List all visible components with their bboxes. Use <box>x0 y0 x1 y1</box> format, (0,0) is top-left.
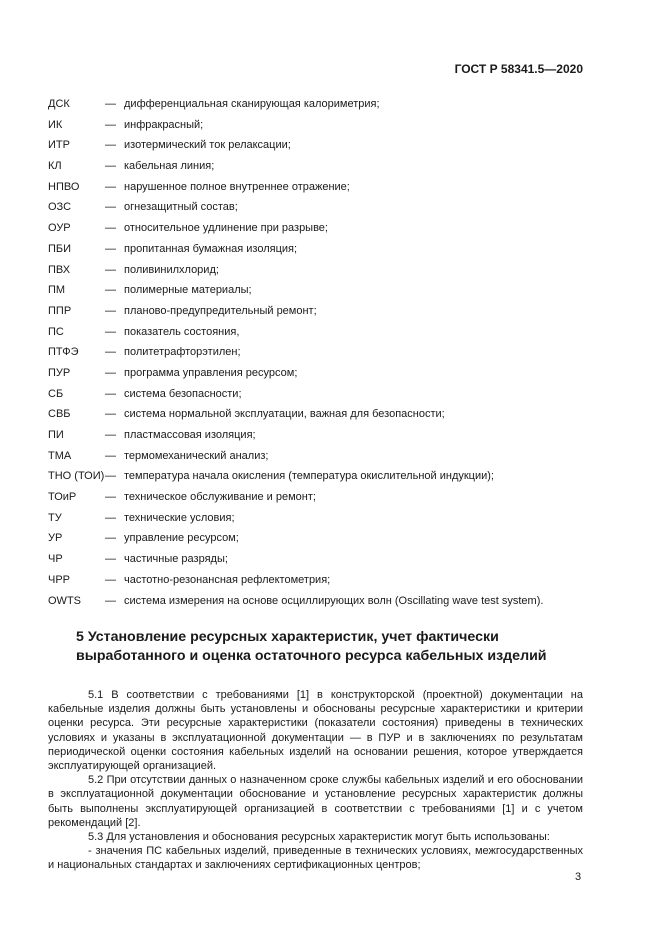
dash: — <box>105 304 116 317</box>
abbreviation-definition: система измерения на основе осциллирующих волн (Oscillating wave test system). <box>124 594 544 607</box>
abbreviation-term: ПМ <box>48 284 66 297</box>
dash: — <box>105 553 116 566</box>
abbreviation-definition: пропитанная бумажная изоляция; <box>124 242 298 255</box>
abbreviation-row <box>48 407 608 428</box>
abbreviation-definition: техническое обслуживание и ремонт; <box>124 491 316 504</box>
abbreviation-definition: инфракрасный; <box>124 118 204 131</box>
abbreviation-row <box>48 594 608 615</box>
abbreviation-row <box>48 263 608 284</box>
abbreviation-definition: относительное удлинение при разрыве; <box>124 222 328 235</box>
abbreviation-term: ИК <box>48 118 63 131</box>
abbreviation-definition: частичные разряды; <box>124 553 228 566</box>
dash: — <box>105 532 116 545</box>
dash: — <box>105 201 116 214</box>
abbreviation-term: ПУР <box>48 366 71 379</box>
abbreviation-row <box>48 490 608 511</box>
abbreviation-definition: термомеханический анализ; <box>124 449 269 462</box>
dash: — <box>105 263 116 276</box>
dash: — <box>105 160 116 173</box>
dash: — <box>105 366 116 379</box>
dash: — <box>105 573 116 586</box>
abbreviation-list <box>48 97 608 614</box>
dash: — <box>105 594 116 607</box>
dash: — <box>105 98 116 110</box>
abbreviation-term: КЛ <box>48 160 62 173</box>
abbreviation-row <box>48 159 608 180</box>
dash: — <box>105 511 116 524</box>
abbreviation-term: СБ <box>48 387 64 400</box>
abbreviation-definition: политетрафторэтилен; <box>124 346 241 359</box>
abbreviation-definition: полимерные материалы; <box>124 284 252 297</box>
abbreviation-definition: изотермический ток релаксации; <box>124 139 291 152</box>
abbreviation-definition: пластмассовая изоляция; <box>124 429 256 441</box>
abbreviation-definition: огнезащитный состав; <box>124 201 238 214</box>
abbreviation-row <box>48 242 608 263</box>
abbreviation-definition: температура начала окисления (температура окислительной индукции); <box>124 470 494 483</box>
abbreviation-term: OWTS <box>48 594 81 607</box>
dash: — <box>105 284 116 297</box>
abbreviation-term: ОУР <box>48 222 71 235</box>
list-item: - значения ПС кабельных изделий, приведенные в технических условиях, межгосударственных и национальных стандартах и заключениях сертификационных центров; <box>48 845 583 872</box>
dash: — <box>105 387 116 400</box>
abbreviation-term: ПВХ <box>48 263 71 276</box>
abbreviation-row <box>48 531 608 552</box>
abbreviation-definition: программа управления ресурсом; <box>124 366 298 379</box>
abbreviation-term: ДСК <box>48 98 70 110</box>
abbreviation-term: НПВО <box>48 180 80 193</box>
abbreviation-definition: показатель состояния, <box>124 325 240 338</box>
abbreviation-row <box>48 304 608 325</box>
abbreviation-definition: управление ресурсом; <box>124 532 239 545</box>
abbreviation-definition: система нормальной эксплуатации, важная для безопасности; <box>124 408 445 421</box>
abbreviation-term: СВБ <box>48 408 71 421</box>
abbreviation-row <box>48 200 608 221</box>
abbreviation-row <box>48 221 608 242</box>
abbreviation-term: УР <box>48 532 63 545</box>
abbreviation-definition: кабельная линия; <box>124 160 215 173</box>
abbreviation-row <box>48 573 608 594</box>
dash: — <box>105 491 116 504</box>
abbreviation-row <box>48 325 608 346</box>
section-body <box>48 688 583 873</box>
abbreviation-term: ПИ <box>48 429 64 441</box>
abbreviation-definition: система безопасности; <box>124 387 242 400</box>
abbreviation-definition: планово-предупредительный ремонт; <box>124 304 317 317</box>
abbreviation-term: ПБИ <box>48 242 72 255</box>
dash: — <box>105 408 116 421</box>
abbreviation-definition: частотно-резонансная рефлектометрия; <box>124 573 331 586</box>
abbreviation-term: ПТФЭ <box>48 346 79 359</box>
abbreviation-row <box>48 180 608 201</box>
abbreviation-term: ТУ <box>48 511 62 524</box>
abbreviation-definition: технические условия; <box>124 511 235 524</box>
dash: — <box>105 118 116 131</box>
abbreviation-row <box>48 283 608 304</box>
abbreviation-row <box>48 428 608 449</box>
paragraph-5-2: 5.2 При отсутствии данных о назначенном сроке службы кабельных изделий и его обосновании в эксплуатационной документации обоснование и установление ресурсных характеристик должны быть выполнены эксплуатирующей организацией в соответствии с требованиями [1] и с учетом рекомендаций [2]. <box>48 774 583 829</box>
abbreviation-term: ЧРР <box>48 573 71 586</box>
paragraph-5-1: 5.1 В соответствии с требованиями [1] в конструкторской (проектной) документации на кабельные изделия должны быть установлены и обоснованы ресурсные характеристики и критерии оценки ресурса. Эти ресурсные характеристики (показатели состояния) приведены в технических условиях и указаны в эксплуатационной документации — в ПУР и в заключениях по результатам периодической оценки состояния кабельных изделий на основании решения, которое утверждается эксплуатирующей организацией. <box>48 689 583 773</box>
paragraph-5-3: 5.3 Для установления и обоснования ресурсных характеристик могут быть использованы: <box>88 831 550 844</box>
abbreviation-row <box>48 345 608 366</box>
abbreviation-row <box>48 449 608 470</box>
abbreviation-term: ЧР <box>48 553 63 566</box>
dash: — <box>105 325 116 338</box>
dash: — <box>105 222 116 235</box>
abbreviation-term: ОЗС <box>48 201 72 214</box>
abbreviation-row <box>48 552 608 573</box>
abbreviation-row <box>48 97 608 118</box>
abbreviation-definition: поливинилхлорид; <box>124 263 219 276</box>
dash: — <box>105 449 116 462</box>
dash: — <box>105 139 116 152</box>
dash: — <box>105 180 116 193</box>
section-heading: 5 Установление ресурсных характеристик, учет фактически выработанного и оценка остаточного ресурса кабельных изделий <box>76 629 547 664</box>
abbreviation-row <box>48 387 608 408</box>
abbreviation-definition: нарушенное полное внутреннее отражение; <box>124 180 350 193</box>
abbreviation-term: ПС <box>48 325 64 338</box>
abbreviation-row <box>48 118 608 139</box>
abbreviation-row <box>48 511 608 532</box>
document-header: ГОСТ Р 58341.5—2020 <box>454 62 583 76</box>
dash: — <box>105 242 116 255</box>
abbreviation-term: ППР <box>48 304 72 317</box>
abbreviation-term: ТОиР <box>48 491 77 504</box>
dash: — <box>105 470 116 483</box>
abbreviation-row <box>48 469 608 490</box>
abbreviation-term: ТМА <box>48 449 72 462</box>
abbreviation-row <box>48 366 608 387</box>
dash: — <box>105 346 116 359</box>
abbreviation-row <box>48 138 608 159</box>
page-number: 3 <box>575 871 582 883</box>
dash: — <box>105 429 116 441</box>
abbreviation-term: ТНО (ТОИ) <box>48 470 105 483</box>
abbreviation-term: ИТР <box>48 139 70 152</box>
abbreviation-definition: дифференциальная сканирующая калориметрия; <box>124 98 380 110</box>
